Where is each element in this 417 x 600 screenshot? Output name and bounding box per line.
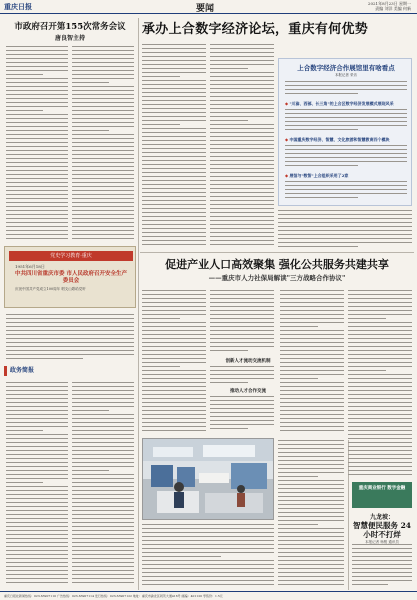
left-text-col-b [72, 46, 134, 242]
second-text-col-b2 [210, 366, 274, 386]
jiulongpo-headline: 智慧便民服务 24小时不打烊 [352, 521, 412, 539]
sidebox-subtitle: 本报记者 采访 [334, 73, 358, 77]
second-subheadline: ——重庆市人力社保局解读"三方战略合作协议" [208, 274, 346, 282]
second-article-header [142, 258, 412, 282]
jiulongpo-byline: 本报记者 杨骏 通讯员 [365, 540, 399, 544]
second-text-col-b3 [210, 396, 274, 434]
column-rule [138, 18, 139, 590]
photo-side-text [278, 440, 344, 588]
left-article-header [4, 22, 136, 42]
history-ad [4, 246, 136, 308]
bank-ad [352, 482, 412, 508]
service-hall-photo [142, 438, 274, 520]
second-text-col-d [348, 290, 412, 478]
paper-name: 重庆日报 [4, 2, 32, 11]
main-article-header [142, 22, 412, 37]
main-text-col-b [210, 44, 274, 250]
ad-date: 1951年6月18日 [15, 264, 45, 269]
sidebox-item: ◆ 展馆与"数智"上合组织采用了2家 [285, 173, 407, 179]
editor-line: 责编 刘洋 美编 何新 [375, 6, 411, 11]
sidebox-item-text [285, 181, 407, 203]
news-brief-tag [4, 366, 84, 376]
left-text-mid [6, 314, 134, 362]
footer-text: 重庆日报社新闻热线：023-63907110 广告热线：023-63907114 发行热线：023-63907122 地址：重庆市渝北区同茂大道416号 邮编：401120 零售价：1.5元 [4, 594, 223, 598]
date-line: 2021年8月23日 星期一 [367, 1, 411, 6]
left-brief-col-a [6, 382, 68, 588]
sidebox-item-text [285, 145, 407, 169]
left-text-col-a [6, 46, 68, 242]
left-brief-col-b [72, 382, 134, 588]
ad-caption: 庆祝中国共产党成立100周年 唱支山歌给党听 [15, 287, 86, 291]
main-text-tail [278, 210, 412, 250]
jiulongpo-header [352, 512, 412, 545]
jiulongpo-tag: 九龙坡： [369, 514, 394, 521]
main-text-col-a [142, 44, 206, 250]
ad-title: 中共四川省重庆市委 市人民政府召开安全生产委员会 [15, 271, 127, 284]
sidebox-intro [285, 81, 407, 97]
left-headline: 市政府召开第155次常务会议 [14, 22, 126, 32]
sidebox-item-text [285, 109, 407, 133]
second-subhead-b: 推动人才合作交流 [230, 389, 266, 394]
sidebox-item: ◆ "川渝、西部、长三角"的上合区数字经济发展模式展现风采 [285, 101, 407, 107]
jiulongpo-text [352, 544, 412, 588]
second-subhead-a: 创新人才流动交流机制 [225, 359, 271, 364]
second-text-col-a [142, 290, 206, 434]
masthead [0, 0, 417, 14]
page-footer [0, 591, 417, 600]
section-title: 要闻 [196, 4, 215, 14]
sidebox-title: 上合数字经济合作展馆里有啥看点 [297, 64, 395, 72]
second-text-col-c [280, 290, 344, 436]
sidebox-item: ◆ 中国重庆数字经济、智慧、文化旅游和智慧教育四个模块 [285, 137, 407, 143]
section-rule [140, 252, 414, 253]
photo-below-text [142, 524, 274, 588]
main-headline: 承办上合数字经济论坛，重庆有何优势 [142, 22, 369, 37]
bank-ad-text: 重庆商业银行 数字金融 [358, 486, 406, 491]
second-text-col-b [210, 290, 274, 356]
left-byline: 唐良智主持 [54, 35, 85, 42]
photo-illustration [143, 439, 274, 520]
exhibit-sidebox [278, 58, 412, 206]
second-headline: 促进产业人口高效聚集 强化公共服务共建共享 [165, 258, 389, 271]
news-tag-label: 政务简报 [4, 366, 84, 376]
ad-banner: 党史学习教育·重庆 [9, 251, 133, 261]
date-block [368, 1, 411, 11]
